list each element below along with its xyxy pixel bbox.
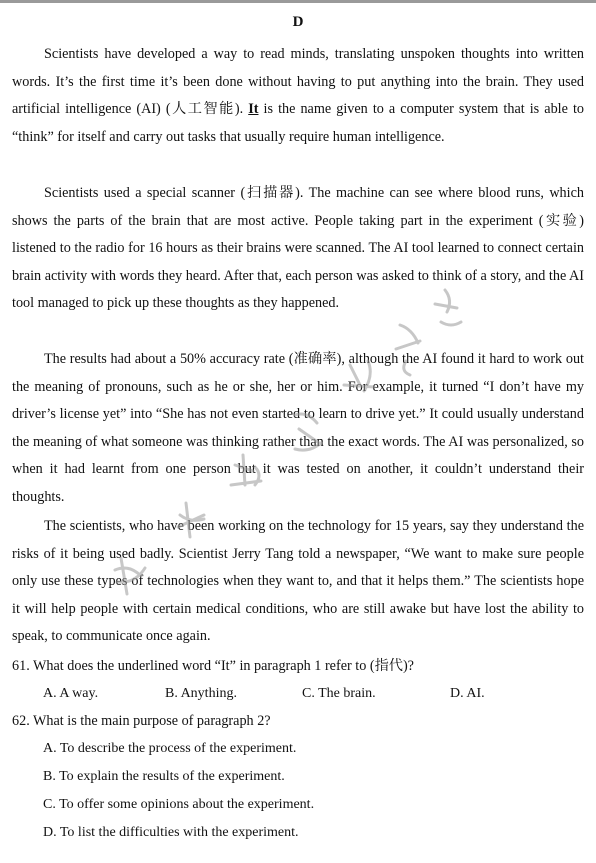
- paragraph-1-text-after: is the name given to a computer system that is able to “think” for itself and carry out tasks that usually require human intelligence.: [12, 101, 584, 145]
- question-62-option-b[interactable]: B. To explain the results of the experiment.: [43, 769, 285, 784]
- question-62-option-c[interactable]: C. To offer some opinions about the experiment.: [43, 797, 315, 812]
- top-rule: [0, 0, 596, 3]
- question-61-option-a[interactable]: A. A way.: [43, 686, 99, 701]
- paragraph-2: Scientists used a special scanner (扫描器). The machine can see where blood runs, which shows the parts of the brain that are most active. People taking part in the experiment (实验) listened to the radio for 16 hours as their brains were scanned. The AI tool learned to connect certain brain activity with words they heard. After that, each person was asked to think of a story, and the AI tool managed to pick up these thoughts as they happened.: [12, 185, 584, 312]
- question-62-option-d[interactable]: D. To list the difficulties with the experiment.: [43, 825, 299, 840]
- paragraph-3: The results had about a 50% accuracy rate (准确率), although the AI found it hard to work out the meaning of pronouns, such as he or she, her or him. For example, it turned “I don’t have my driver’s license yet” into “She has not even started to learn to drive yet.” It could usually understand the meaning of what someone was thinking rather than the exact words. The AI was personalized, so when it had learnt from one person but it was tested on another, it couldn’t understand their thoughts.: [12, 351, 584, 505]
- paragraph-1: [12, 41, 584, 151]
- question-61-option-b[interactable]: B. Anything.: [165, 686, 237, 701]
- underlined-word-it: It: [248, 101, 259, 118]
- paragraph-1-text-before: Scientists have developed a way to read minds, translating unspoken thoughts into written words. It’s the first time it’s been done without having to put anything into the brain. They used artificial intelligence (AI) (人工智能).: [12, 46, 584, 118]
- section-letter: D: [292, 14, 304, 30]
- question-62-stem: 62. What is the main purpose of paragraph 2?: [12, 713, 271, 729]
- paragraph-4: The scientists, who have been working on the technology for 15 years, say they understand the risks of it being used badly. Scientist Jerry Tang told a newspaper, “We want to make sure people only use these types of technologies when they want to, and that it helps them.” The scientists hope it will help people with certain medical conditions, who are still awake but have lost the ability to speak, to communicate once again.: [12, 518, 584, 645]
- question-62-option-a[interactable]: A. To describe the process of the experiment.: [43, 741, 297, 756]
- question-61-option-c[interactable]: C. The brain.: [302, 686, 376, 701]
- question-61-option-d[interactable]: D. AI.: [450, 686, 485, 701]
- question-61-stem: 61. What does the underlined word “It” in paragraph 1 refer to (指代)?: [12, 658, 414, 674]
